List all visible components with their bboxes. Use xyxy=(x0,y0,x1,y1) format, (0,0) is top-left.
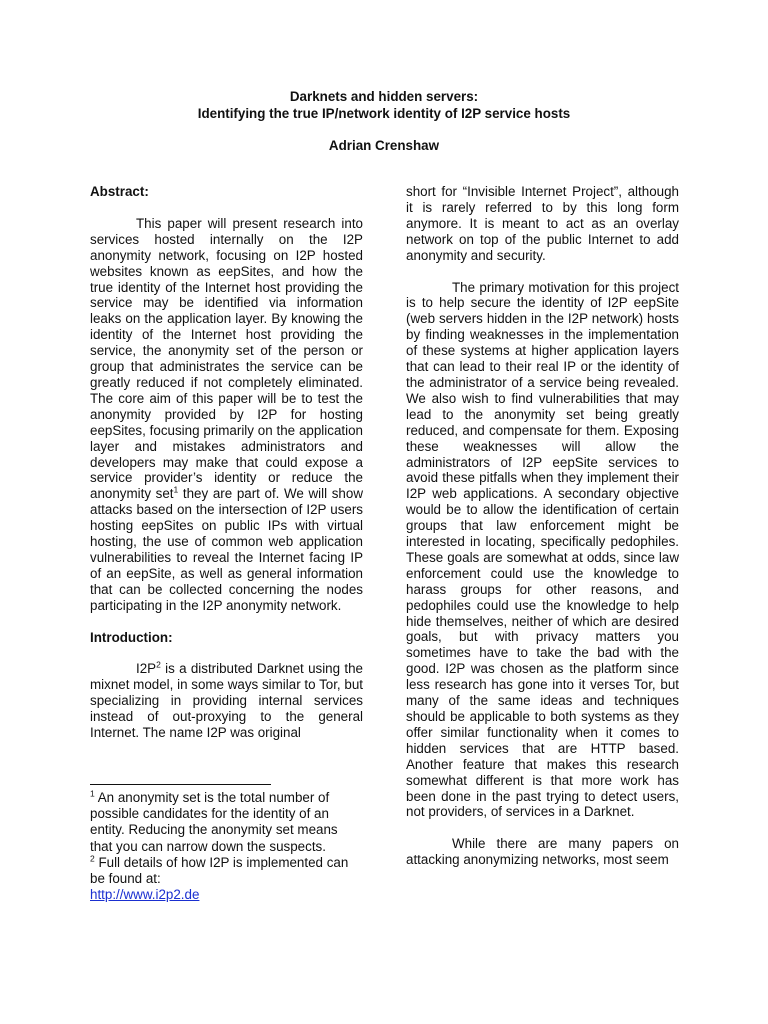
right-paragraph-1: short for “Invisible Internet Project”, although it is rarely referred to by this long form anymore. It is meant to act as an overlay network on top of the public Internet to add anonymity and security. xyxy=(406,184,679,263)
title-line-1: Darknets and hidden servers: xyxy=(289,89,479,104)
abstract-text-b: they are part of. We will show attacks based on the intersection of I2P users hosting eepSites on public IPs with virtual hosting, the use of common web application vulnerabilities to reveal the Internet facing IP of an eepSite, as well as general information that can be collected concerning the nodes participating in the I2P anonymity network. xyxy=(90,486,363,613)
intro-text-b: is a distributed Darknet using the mixnet model, in some ways similar to Tor, but specializing in providing internal services instead of out-proxying to the general Internet. The name I2P was original xyxy=(90,661,363,741)
i2p-link[interactable]: http://www.i2p2.de xyxy=(90,887,200,903)
left-column xyxy=(90,184,363,757)
footnote-ref-1[interactable]: 1 xyxy=(173,484,179,495)
abstract-paragraph xyxy=(90,216,363,614)
introduction-paragraph xyxy=(90,661,363,741)
footnote-2-text: Full details of how I2P is implemented can be found at: xyxy=(90,854,349,887)
footnote-2-mark: 2 xyxy=(90,853,95,864)
intro-text-a: I2P xyxy=(136,661,157,677)
footnotes xyxy=(90,790,350,903)
abstract-heading: Abstract: xyxy=(90,184,149,199)
right-paragraph-3: While there are many papers on attacking anonymizing networks, most seem xyxy=(406,836,679,868)
footnote-2-link-line xyxy=(90,887,350,903)
footnote-2 xyxy=(90,855,350,887)
footnote-ref-2[interactable]: 2 xyxy=(156,660,161,670)
paper-title xyxy=(0,88,768,122)
abstract-text-a: This paper will present research into services hosted internally on the I2P anonymity network, focusing on I2P hosted websites known as eepSites, and how the true identity of the Internet host providing the service may be identified via information leaks on the application layer. By knowing the identity of the Internet host providing the service, the anonymity set of the person or group that administrates the service can be greatly reduced if not completely eliminated. The core aim of this paper will be to test the anonymity provided by I2P for hosting eepSites, focusing primarily on the application layer and mistakes administrators and developers may make that could expose a service provider’s identity or reduce the anonymity set xyxy=(90,215,363,502)
footnote-divider xyxy=(90,784,271,785)
introduction-heading: Introduction: xyxy=(90,629,173,645)
footnote-1 xyxy=(90,790,350,855)
title-line-2: Identifying the true IP/network identity of I2P service hosts xyxy=(197,106,571,121)
footnote-1-mark: 1 xyxy=(90,788,95,799)
right-paragraph-2: The primary motivation for this project is to help secure the identity of I2P eepSite (web servers hidden in the I2P network) hosts by finding weaknesses in the implementation of these systems at higher application layers that can lead to their real IP or the identity of the administrator of a service being revealed. We also wish to find vulnerabilities that may lead to the anonymity set being greatly reduced, and compensate for them. Exposing these weaknesses will allow the administrators of I2P eepSite services to avoid these pitfalls when they implement their I2P web applications. A secondary objective would be to allow the identification of certain groups that law enforcement might be interested in locating, specifically pedophiles. These goals are somewhat at odds, since law enforcement could use the knowledge to harass groups for other reasons, and pedophiles could use the knowledge to help hide themselves, neither of which are desired goals, but with privacy matters you sometimes have to take the bad with the good. I2P was chosen as the platform since less research has gone into it verses Tor, but many of the same ideas and techniques should be applicable to both systems as they offer similar functionality when it comes to hidden services that are HTTP based. Another feature that makes this research somewhat different is that more work has been done in the past trying to detect users, not providers, of services in a Darknet. xyxy=(406,279,679,820)
right-column xyxy=(406,184,679,884)
author-name: Adrian Crenshaw xyxy=(328,138,440,153)
footnote-1-text: An anonymity set is the total number of possible candidates for the identity of an entity. Reducing the anonymity set means that you can narrow down the suspects. xyxy=(90,790,338,854)
